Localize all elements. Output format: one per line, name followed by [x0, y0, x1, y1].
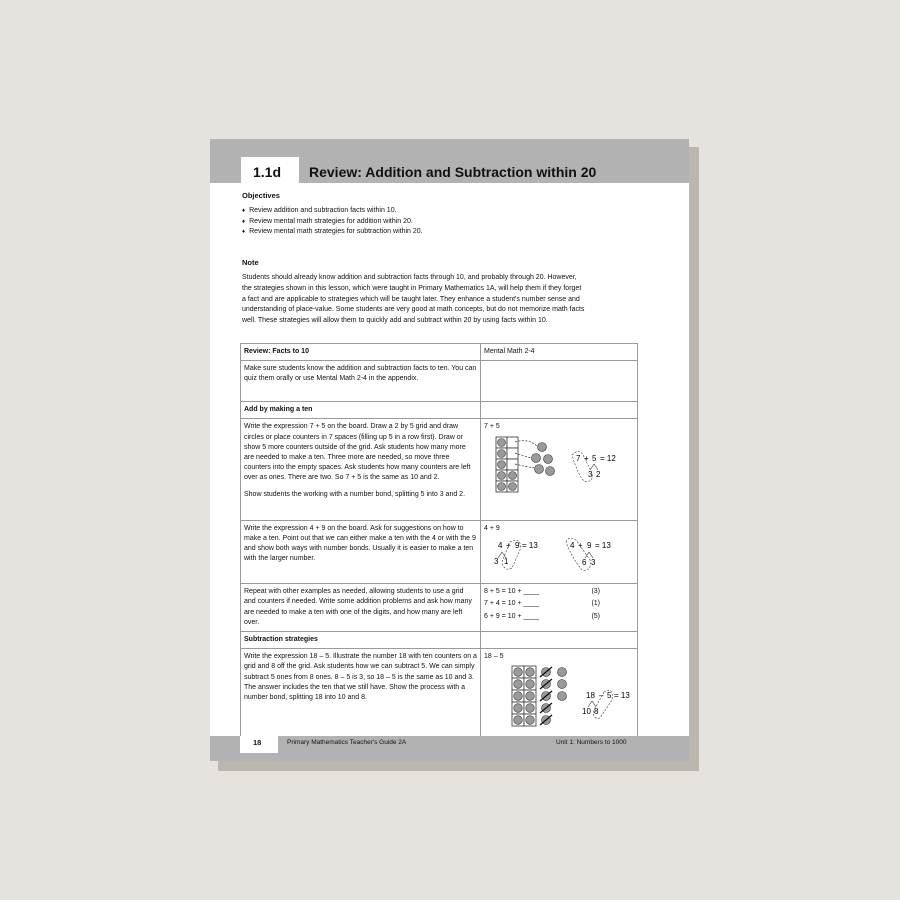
- lesson-number: 1.1d: [253, 164, 282, 180]
- empty-cell: [481, 632, 638, 649]
- empty-cell: [481, 402, 638, 419]
- review-facts-text: Make sure students know the addition and subtraction facts to ten. You can quiz them orally or use Mental Math 2-4 in the appendix.: [241, 361, 481, 402]
- book-title: Primary Mathematics Teacher's Guide 2A: [287, 739, 407, 746]
- note-line: Students should already know addition and subtraction facts through 10, and probably through 20. However,: [242, 274, 577, 281]
- document-page: [210, 139, 689, 761]
- table-row: [241, 632, 638, 649]
- svg-text:10: 10: [582, 707, 591, 717]
- ten-frame-figure: [484, 435, 634, 513]
- svg-text:3: 3: [588, 469, 593, 479]
- note-line: well. These strategies will allow them to quickly add and subtract within 20 by using facts within 10.: [242, 317, 548, 325]
- svg-text:= 12: = 12: [600, 453, 616, 463]
- svg-text:+: +: [578, 541, 583, 551]
- page-number: 18: [253, 738, 262, 747]
- svg-text:3: 3: [591, 558, 596, 568]
- objective-item: ♦ Review addition and subtraction facts within 10.: [242, 206, 423, 217]
- add-example-cell: [241, 419, 481, 520]
- expression: 18 – 5: [484, 653, 504, 661]
- svg-text:+: +: [584, 453, 589, 463]
- review-facts-ref: Mental Math 2-4: [481, 344, 638, 361]
- svg-text:18: 18: [586, 691, 595, 701]
- objectives-list: [242, 206, 423, 238]
- svg-text:5: 5: [607, 691, 612, 701]
- number-bond-figure: [484, 536, 634, 576]
- note-line: understanding of place-value. Some students are very good at math concepts, but do not memorize math facts: [242, 306, 585, 314]
- number-bond-4-9-b: [566, 538, 611, 570]
- lesson-title: Review: Addition and Subtraction within 20: [309, 164, 597, 180]
- note-paragraph: [242, 273, 640, 327]
- unit-title: Unit 1: Numbers to 1000: [556, 739, 627, 746]
- svg-text:+: +: [506, 541, 511, 551]
- number-bond-7-5: [572, 451, 616, 481]
- subtraction-text: Write the expression 18 – 5. Illustrate the number 18 with ten counters on a grid and 8 off the grid. Ask students how we can subtract 5. We can simply subtract 5 ones from 8 ones. 8 – 5 is 3, so 18 – 5 is the same as 10 and 3. The answer includes the ten that we still have. Show the process with a number bond, splitting 18 into 10 and 8.: [241, 649, 481, 740]
- svg-text:4: 4: [498, 541, 503, 551]
- svg-text:= 13: = 13: [595, 541, 611, 551]
- add-example-text: Write the expression 7 + 5 on the board. Draw a 2 by 5 grid and draw circles or place counters in 7 spaces (filling up 5 in a row first). Draw or show 5 more counters outside of the grid. Ask students how many more are needed to make a ten. Three more are needed, so move three counters into the empty spaces. Ask students how many counters are left over as ones. There are two. So 7 + 5 is the same as 10 and 2.: [244, 423, 471, 482]
- add-example-figure-cell: [481, 419, 638, 520]
- table-row: [241, 419, 638, 520]
- note-line: a fact and are applicable to strategies which will be taught later. They enhance a student's number sense and: [242, 295, 580, 303]
- table-row: [241, 649, 638, 740]
- table-row: [241, 361, 638, 402]
- practice-problem: 7 + 4 = 10 + ____ (1): [484, 600, 600, 608]
- practice-problem: 8 + 5 = 10 + ____ (3): [484, 588, 600, 596]
- svg-text:9: 9: [515, 541, 520, 551]
- objective-item: ♦ Review mental math strategies for subtraction within 20.: [242, 227, 423, 238]
- note-line: the strategies shown in this lesson, which were taught in Primary Mathematics 1A, will help them if they forget: [242, 284, 582, 292]
- svg-text:= 13: = 13: [614, 691, 630, 701]
- subtraction-section-header: Subtraction strategies: [241, 632, 481, 649]
- svg-text:–: –: [599, 691, 604, 701]
- add-bond-text: Show students the working with a number bond, splitting 5 into 3 and 2.: [244, 490, 466, 498]
- objectives-heading: Objectives: [242, 191, 280, 200]
- svg-text:= 13: = 13: [522, 541, 538, 551]
- table-row: [241, 402, 638, 419]
- svg-text:5: 5: [592, 453, 597, 463]
- subtraction-figure-cell: [481, 649, 638, 740]
- table-row: [241, 584, 638, 632]
- add-section-header: Add by making a ten: [241, 402, 481, 419]
- ex3-text: Repeat with other examples as needed, allowing students to use a grid and counters if needed. Write some addition problems and ask how many are needed to make a ten with one of the digits, and how many are left over.: [241, 584, 481, 632]
- lesson-header: [210, 139, 689, 183]
- objective-item: ♦ Review mental math strategies for addition within 20.: [242, 217, 423, 228]
- ex2-figure-cell: [481, 520, 638, 583]
- note-heading: Note: [242, 258, 259, 267]
- empty-cell: [481, 361, 638, 402]
- expression: 7 + 5: [484, 423, 500, 431]
- svg-text:8: 8: [594, 707, 599, 717]
- table-row: [241, 344, 638, 361]
- table-row: [241, 520, 638, 583]
- ex2-text: Write the expression 4 + 9 on the board. Ask for suggestions on how to make a ten. Point out that we can either make a ten with the 4 or with the 9 and show both ways with number bonds. Usually it is easier to make a ten with the larger number.: [241, 520, 481, 583]
- number-bond-4-9-a: [494, 540, 538, 569]
- svg-text:9: 9: [587, 541, 592, 551]
- number-bond-18-5: [582, 691, 630, 719]
- svg-text:2: 2: [596, 469, 601, 479]
- lesson-table: [240, 343, 638, 741]
- svg-text:4: 4: [570, 541, 575, 551]
- svg-text:3: 3: [494, 557, 499, 567]
- svg-text:1: 1: [504, 557, 509, 567]
- subtraction-figure: [484, 664, 634, 732]
- svg-text:7: 7: [576, 453, 581, 463]
- review-facts-header: Review: Facts to 10: [241, 344, 481, 361]
- expression: 4 + 9: [484, 524, 500, 532]
- practice-cell: [481, 584, 638, 632]
- practice-problem: 6 + 9 = 10 + ____ (5): [484, 612, 600, 620]
- svg-text:6: 6: [582, 558, 587, 568]
- page-footer: [210, 736, 689, 761]
